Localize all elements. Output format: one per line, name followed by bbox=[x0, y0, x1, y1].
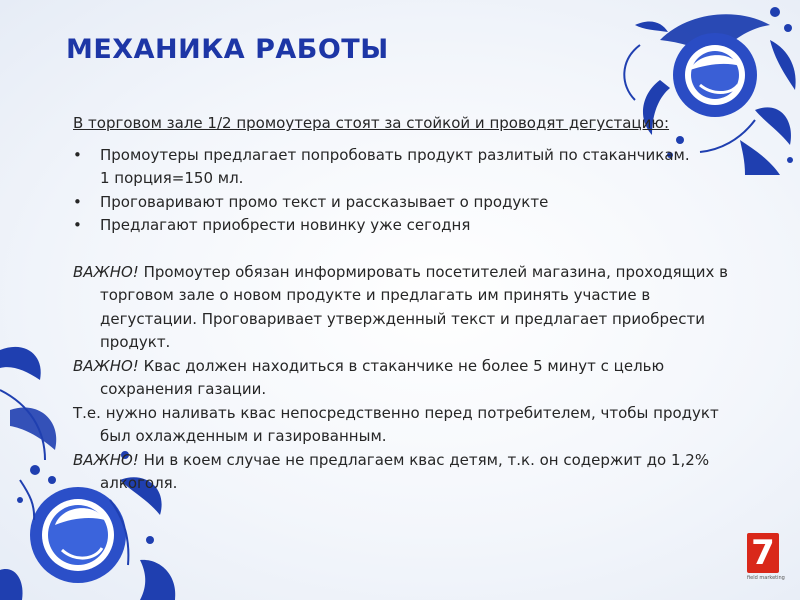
bullet-text: Проговаривают промо текст и рассказывает о продукте bbox=[100, 192, 549, 211]
note-text: Ни в коем случае не предлагаем квас детям, т.к. он содержит до 1,2% алкоголя. bbox=[100, 450, 710, 492]
logo-caption: field marketing bbox=[747, 575, 785, 581]
note-text: Квас должен находиться в стаканчике не более 5 минут с целью сохранения газации. bbox=[100, 356, 665, 398]
bullet-item bbox=[73, 144, 733, 191]
important-label: ВАЖНО! bbox=[73, 450, 139, 469]
important-note bbox=[73, 449, 733, 496]
bullet-text: Промоутеры предлагает попробовать продукт разлитый по стаканчикам. bbox=[100, 145, 690, 164]
important-label: ВАЖНО! bbox=[73, 356, 139, 375]
bullet-text-continuation: 1 порция=150 мл. bbox=[100, 169, 244, 187]
slide-content bbox=[73, 112, 733, 496]
important-note bbox=[73, 355, 733, 402]
logo-mark: 7 bbox=[747, 533, 779, 573]
bullet-item bbox=[73, 191, 733, 215]
bullet-item bbox=[73, 214, 733, 238]
important-label: ВАЖНО! bbox=[73, 262, 139, 281]
important-note bbox=[73, 261, 733, 355]
note bbox=[73, 402, 733, 449]
company-logo bbox=[747, 533, 783, 585]
bullet-list bbox=[73, 144, 733, 238]
note-text: Т.е. нужно наливать квас непосредственно перед потребителем, чтобы продукт был охлажденным и газированным. bbox=[73, 403, 719, 445]
slide-title: МЕХАНИКА РАБОТЫ bbox=[66, 34, 389, 65]
note-text: Промоутер обязан информировать посетителей магазина, проходящих в торговом зале о новом продукте и предлагать им принять участие в дегустации. Проговаривает утвержденный текст и предлагает приобрести продукт. bbox=[100, 262, 729, 351]
bullet-text: Предлагают приобрести новинку уже сегодня bbox=[100, 216, 471, 234]
section-subtitle: В торговом зале 1/2 промоутера стоят за стойкой и проводят дегустацию: bbox=[73, 114, 670, 132]
